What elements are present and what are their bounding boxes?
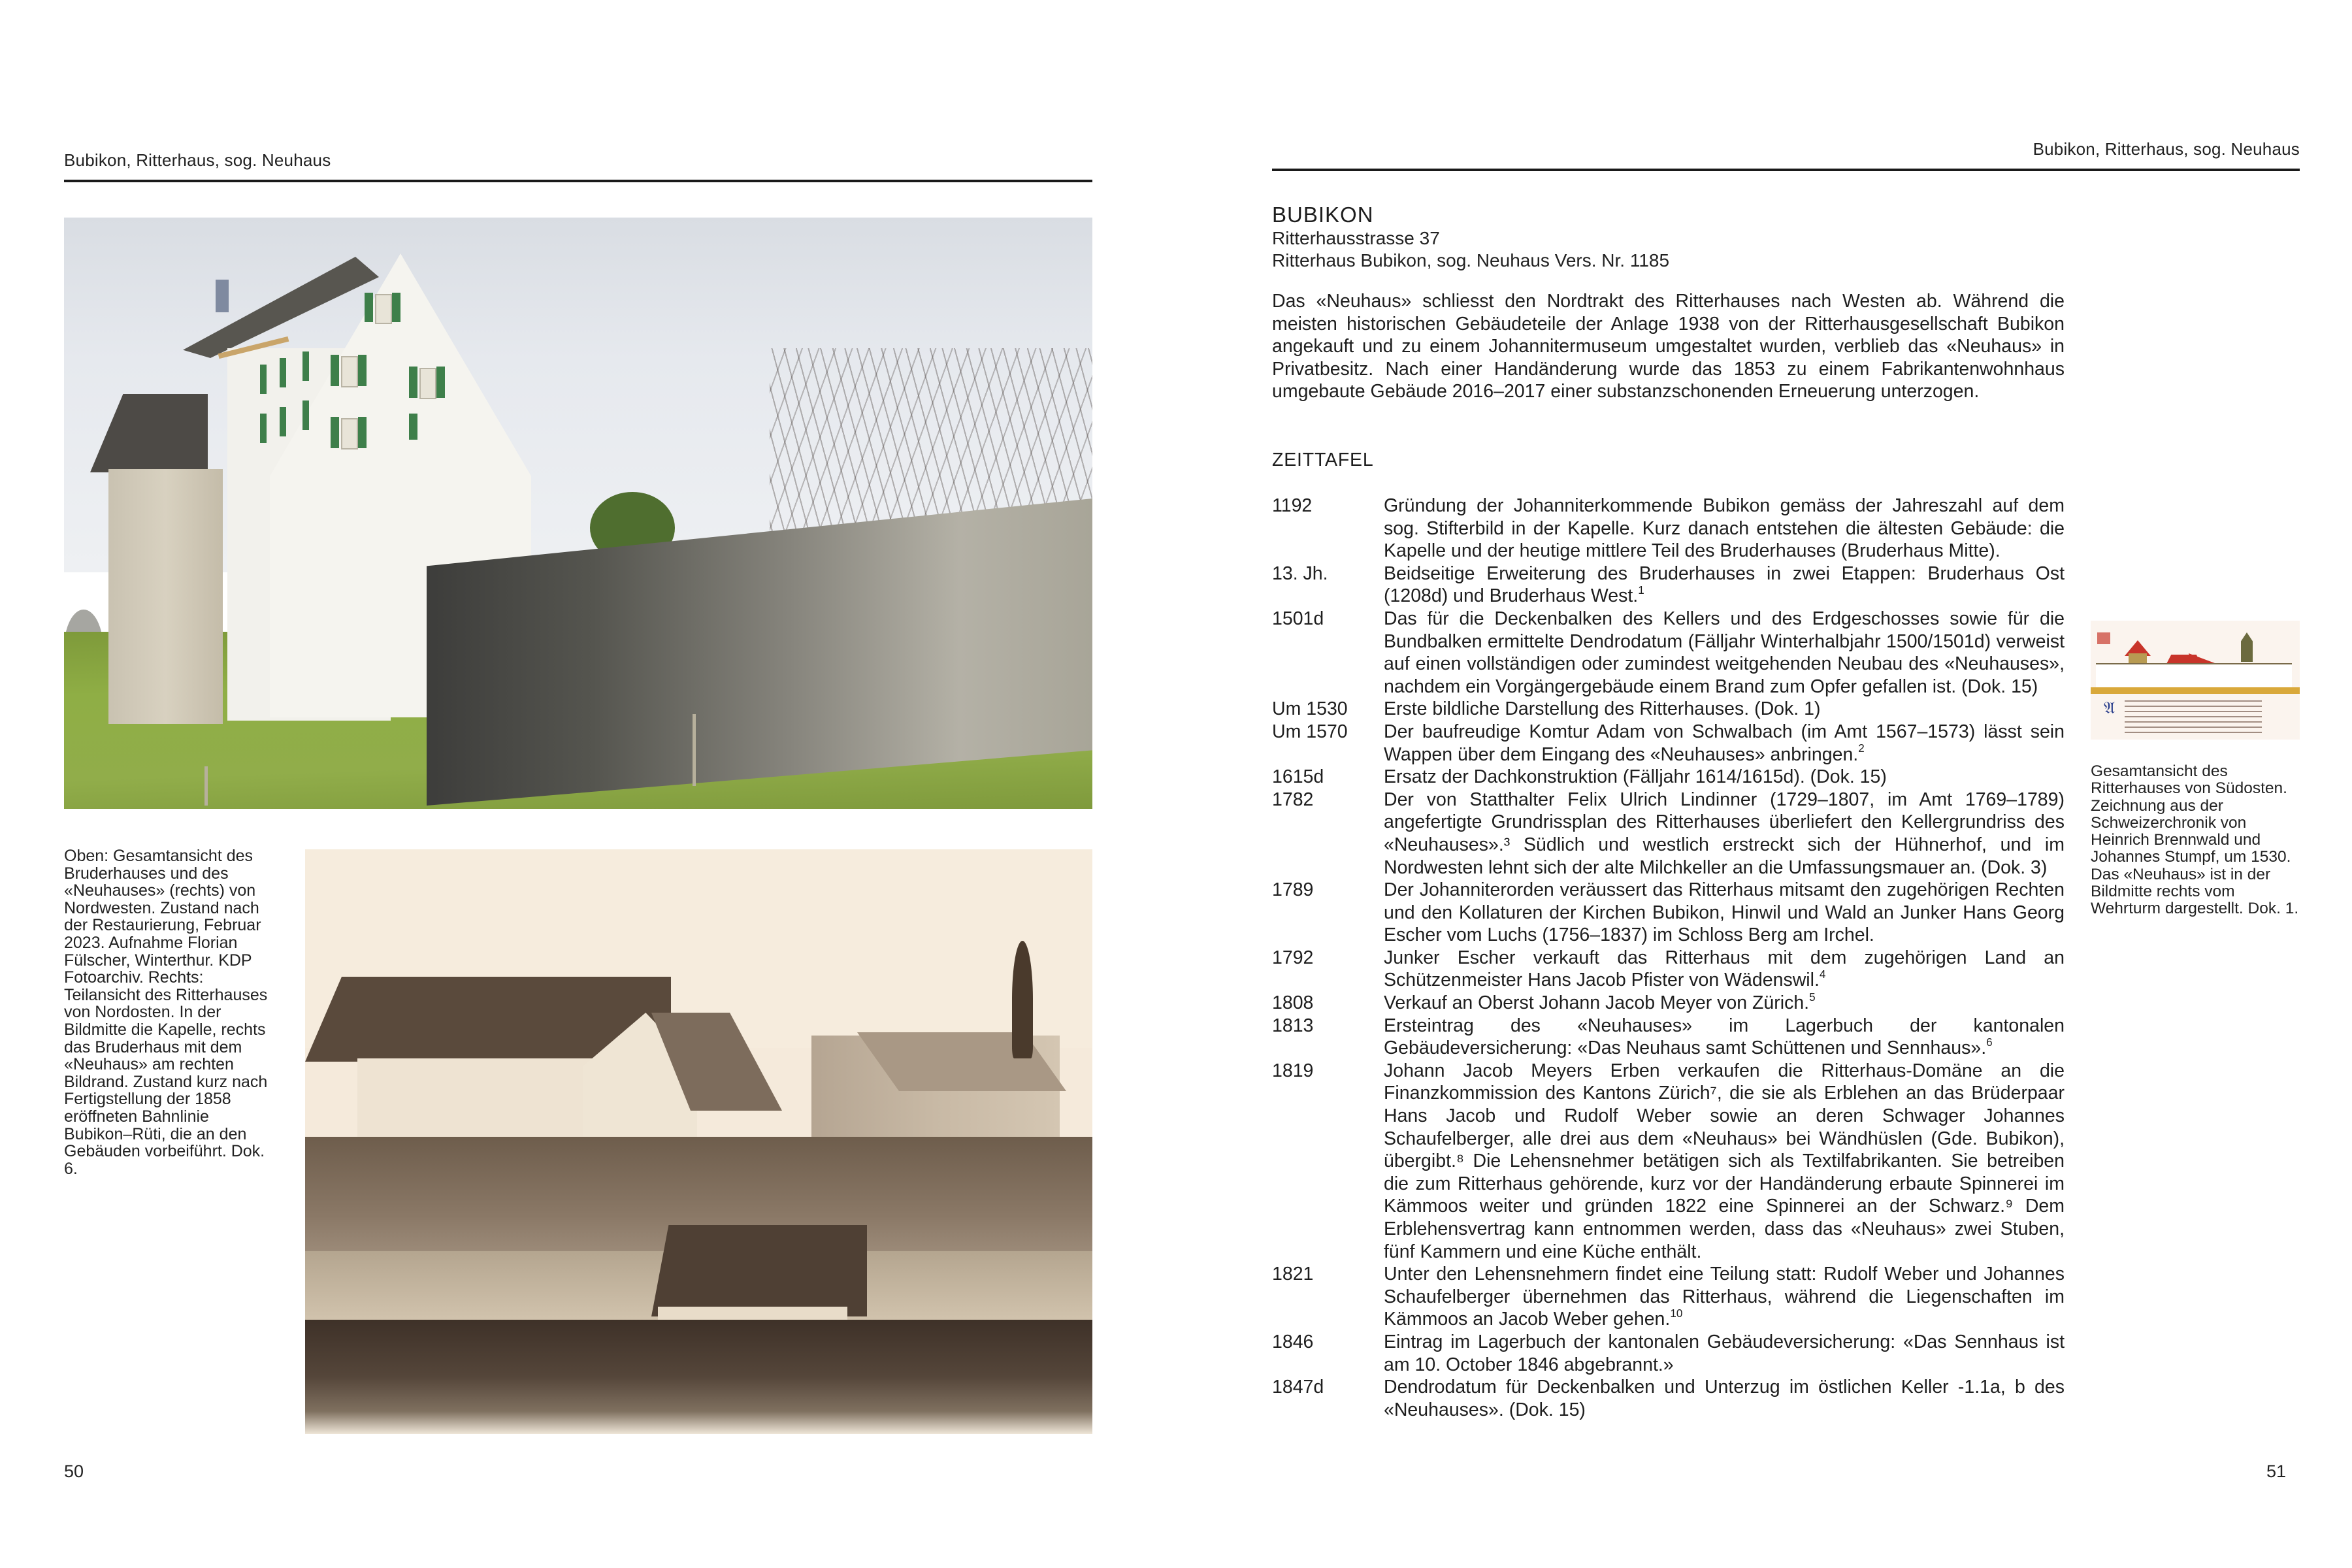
timeline-year: 1808 bbox=[1272, 992, 1314, 1014]
photo-shutter bbox=[260, 414, 267, 443]
sepia-lower-roof bbox=[651, 1225, 867, 1316]
timeline-text: Verkauf an Oberst Johann Jacob Meyer von Zürich.$^5$ bbox=[1384, 990, 1816, 1014]
photo-shutter bbox=[280, 358, 286, 387]
photo-window bbox=[375, 294, 392, 324]
drawing-caption: Gesamtansicht des Ritterhauses von Südosten. Zeichnung aus der Schweizerchronik von Heinrich Brennwald und Johannes Stumpf, um 1530. Das «Neuhaus» ist in der Bildmitte rechts vom Wehrturm dargestellt. Dok. 1. bbox=[2091, 762, 2299, 918]
timeline-text: Das für die Deckenbalken des Kellers und des Erdgeschosses sowie für die Bundbalken ermittelte Dendrodatum (Fälljahr Winterhalbjahr 1500/1501d) verweist auf einen vollständigen oder zumindest weitgehenden Neubau des «Neuhauses», nachdem ein Vorgängergebäude einem Brand zum Opfer gefallen ist. (Dok. 15) bbox=[1384, 608, 2065, 697]
timeline-text: Eintrag im Lagerbuch der kantonalen Gebäudeversicherung: «Das Sennhaus ist am 10. October 1846 abgebrannt.» bbox=[1384, 1331, 2065, 1375]
timeline-year: 1819 bbox=[1272, 1060, 1314, 1081]
photo-caption-left: Oben: Gesamtansicht des Bruderhauses und des «Neuhauses» (rechts) von Nordwesten. Zustand nach der Restaurierung, Februar 2023. Aufnahme Florian Fülscher, Winterthur. KDP Fotoarchiv. Rechts: Teilansicht des Ritterhauses von Nordosten. In der Bildmitte die Kapelle, rechts das Bruderhaus mit dem «Neuhaus» am rechten Bildrand. Zustand kurz nach Fertigstellung der 1858 eröffneten Bahnlinie Bubikon–Rüti, die an den Gebäuden vorbeiführt. Dok. 6. bbox=[64, 847, 268, 1178]
photo-shutter bbox=[302, 351, 309, 381]
footnote-ref: 5 bbox=[1809, 990, 1816, 1004]
timeline-text: Ersteintrag des «Neuhauses» im Lagerbuch der kantonalen Gebäudeversicherung: «Das Neuhaus samt Schüttenen und Sennhaus».$^6$ bbox=[1384, 1015, 2065, 1059]
photo-window bbox=[419, 368, 436, 399]
timeline bbox=[1272, 495, 2065, 1421]
timeline-text: Unter den Lehensnehmern findet eine Teilung statt: Rudolf Weber und Johannes Schaufelberger übernehmen das Ritterhaus, während die Liegenschaften im Kämmoos an Jacob Weber gehen.$^{10}$ bbox=[1384, 1264, 2065, 1330]
footnote-ref: 10 bbox=[1670, 1307, 1683, 1320]
drawing-walls bbox=[2096, 663, 2292, 691]
timeline-row bbox=[1272, 992, 2065, 1015]
timeline-row bbox=[1272, 1015, 2065, 1060]
timeline-row bbox=[1272, 1263, 2065, 1331]
footnote-ref: 4 bbox=[1819, 968, 1826, 981]
photo-window bbox=[341, 418, 358, 449]
timeline-row bbox=[1272, 766, 2065, 789]
timeline-year: 1846 bbox=[1272, 1331, 1314, 1352]
timeline-row bbox=[1272, 947, 2065, 992]
timeline-text: Gründung der Johanniterkommende Bubikon gemäss der Jahreszahl auf dem sog. Stifterbild in der Kapelle. Kurz danach entstehen die ältesten Gebäude: die Kapelle und der heutige mittlere Teil des Bruderhauses (Bruderhaus Mitte). bbox=[1384, 495, 2065, 562]
timeline-year: Um 1570 bbox=[1272, 721, 1348, 742]
timeline-text: Der von Statthalter Felix Ulrich Lindinner (1729–1807, im Amt 1769–1789) angefertigte Grundrissplan des Ritterhauses überliefert den Kellergrundriss des «Neuhauses».³ Südlich und westlich erstreckt sich der Hühnerhof, und im Nordwesten lehnt sich der alte Milchkeller an die Umfassungsmauer an. (Dok. 3) bbox=[1384, 789, 2065, 878]
photo-shutter bbox=[280, 407, 286, 436]
timeline-year: Um 1530 bbox=[1272, 698, 1348, 720]
timeline-row bbox=[1272, 563, 2065, 608]
drawing-ground bbox=[2091, 687, 2300, 694]
photo-shutter bbox=[392, 293, 400, 322]
main-photo-neuhaus-northwest bbox=[64, 218, 1092, 809]
page-number-right: 51 bbox=[2266, 1462, 2287, 1481]
timeline-text: Beidseitige Erweiterung des Bruderhauses in zwei Etappen: Bruderhaus Ost (1208d) und Bruderhaus West.$^1$ bbox=[1384, 563, 2065, 607]
footnote-ref: 6 bbox=[1986, 1036, 1993, 1049]
sepia-foreground bbox=[305, 1320, 1092, 1434]
timeline-text: Ersatz der Dachkonstruktion (Fälljahr 1614/1615d). (Dok. 15) bbox=[1384, 766, 1887, 788]
timeline-text: Erste bildliche Darstellung des Ritterhauses. (Dok. 1) bbox=[1384, 698, 1821, 720]
timeline-year: 1847d bbox=[1272, 1377, 1324, 1398]
entry-title: BUBIKON bbox=[1272, 203, 1374, 227]
photo-shutter bbox=[365, 293, 373, 322]
photo-shutter bbox=[436, 367, 445, 398]
entry-address: Ritterhausstrasse 37 bbox=[1272, 228, 1440, 248]
photo-shutter bbox=[331, 417, 339, 448]
running-head-right: Bubikon, Ritterhaus, sog. Neuhaus bbox=[2033, 139, 2300, 159]
photo-chimney bbox=[216, 280, 229, 312]
photo-shutter bbox=[358, 417, 367, 448]
drawing-church-tower bbox=[2241, 632, 2253, 662]
section-title-zeittafel: ZEITTAFEL bbox=[1272, 449, 1374, 470]
sepia-poplar-tree bbox=[1012, 941, 1033, 1058]
photo-shutter bbox=[302, 400, 309, 430]
timeline-year: 1192 bbox=[1272, 495, 1313, 516]
timeline-text: Dendrodatum für Deckenbalken und Unterzug im östlichen Keller -1.1a, b des «Neuhauses». (Dok. 15) bbox=[1384, 1377, 2065, 1420]
photo-shutter bbox=[331, 355, 339, 386]
photo-stone-house bbox=[108, 469, 223, 724]
timeline-row bbox=[1272, 721, 2065, 766]
timeline-year: 1789 bbox=[1272, 879, 1314, 901]
timeline-year: 13. Jh. bbox=[1272, 563, 1328, 584]
header-rule-right bbox=[1272, 169, 2300, 171]
historic-photo-ritterhaus-northeast bbox=[305, 849, 1092, 1434]
timeline-text: Junker Escher verkauft das Ritterhaus mit dem zugehörigen Land an Schützenmeister Hans Jacob Pfister von Wädenswil.$^4$ bbox=[1384, 947, 2065, 991]
timeline-row bbox=[1272, 495, 2065, 563]
chronicle-drawing bbox=[2091, 621, 2300, 740]
timeline-year: 1792 bbox=[1272, 947, 1314, 968]
timeline-year: 1501d bbox=[1272, 608, 1324, 629]
timeline-text: Der baufreudige Komtur Adam von Schwalbach (im Amt 1567–1573) lässt sein Wappen über dem Eingang des «Neuhauses» anbringen.$^2$ bbox=[1384, 721, 2065, 765]
timeline-year: 1821 bbox=[1272, 1264, 1314, 1285]
photo-shutter bbox=[409, 367, 417, 398]
timeline-row bbox=[1272, 1331, 2065, 1376]
timeline-year: 1782 bbox=[1272, 789, 1314, 810]
photo-window bbox=[341, 356, 358, 387]
header-rule-left bbox=[64, 180, 1092, 182]
timeline-row bbox=[1272, 1376, 2065, 1421]
timeline-year: 1813 bbox=[1272, 1015, 1314, 1036]
drawing-initial-letter: 𝔄 bbox=[2104, 698, 2115, 717]
intro-paragraph: Das «Neuhaus» schliesst den Nordtrakt des Ritterhauses nach Westen ab. Während die meisten historischen Gebäudeteile der Anlage 1938 von der Ritterhausgesellschaft Bubikon angekauft und zu einem Johannitermuseum umgestaltet wurden, verblieb das «Neuhaus» in Privatbesitz. Nach einer Handänderung wurde das 1853 zu einem Fabrikantenwohnhaus umgebaute Gebäude 2016–2017 einer substanzschonenden Erneuerung unterzogen. bbox=[1272, 291, 2065, 402]
timeline-row bbox=[1272, 879, 2065, 947]
running-head-left: Bubikon, Ritterhaus, sog. Neuhaus bbox=[64, 150, 331, 170]
drawing-coat-of-arms bbox=[2097, 632, 2110, 644]
timeline-text: Der Johanniterorden veräussert das Ritterhaus mitsamt den zugehörigen Rechten und den Kollaturen der Kirchen Bubikon, Hinwil und Wald an Junker Hans Georg Escher vom Luchs (1756–1837) im Schloss Berg am Irchel. bbox=[1384, 879, 2065, 946]
timeline-row bbox=[1272, 608, 2065, 698]
entry-building: Ritterhaus Bubikon, sog. Neuhaus Vers. Nr. 1185 bbox=[1272, 250, 1670, 270]
photo-shutter bbox=[260, 365, 267, 394]
timeline-text: Johann Jacob Meyers Erben verkaufen die Ritterhaus-Domäne an die Finanzkommission des Kantons Zürich⁷, die sie als Erblehen an das Brüderpaar Hans Jacob und Rudolf Weber sowie an deren Schwager Johannes Schaufelberger, alle drei aus dem «Neuhaus» bei Wändhüslen (Gde. Bubikon), übergibt.⁸ Die Lehensnehmer betätigen sich als Textilfabrikanten. Sie betreiben die zum Ritterhaus gehörende, kurz vor der Handänderung erbaute Spinnerei im Kämmoos weiter und gründen 1822 eine Spinnerei an der Schwarz.⁹ Dem Erblehensvertrag kann entnommen werden, dass das «Neuhaus» zwei Stuben, fünf Kammern und eine Küche enthält. bbox=[1384, 1060, 2065, 1262]
footnote-ref: 2 bbox=[1858, 742, 1865, 755]
page-number-left: 50 bbox=[64, 1462, 84, 1481]
timeline-year: 1615d bbox=[1272, 766, 1324, 788]
photo-shutter bbox=[358, 355, 367, 386]
timeline-row bbox=[1272, 1060, 2065, 1263]
footnote-ref: 1 bbox=[1638, 583, 1644, 596]
timeline-row bbox=[1272, 698, 2065, 721]
timeline-row bbox=[1272, 789, 2065, 879]
drawing-handwritten-text bbox=[2125, 700, 2262, 734]
photo-fence-post bbox=[204, 766, 208, 806]
photo-shutter bbox=[409, 414, 417, 440]
photo-fence-post bbox=[693, 714, 696, 786]
